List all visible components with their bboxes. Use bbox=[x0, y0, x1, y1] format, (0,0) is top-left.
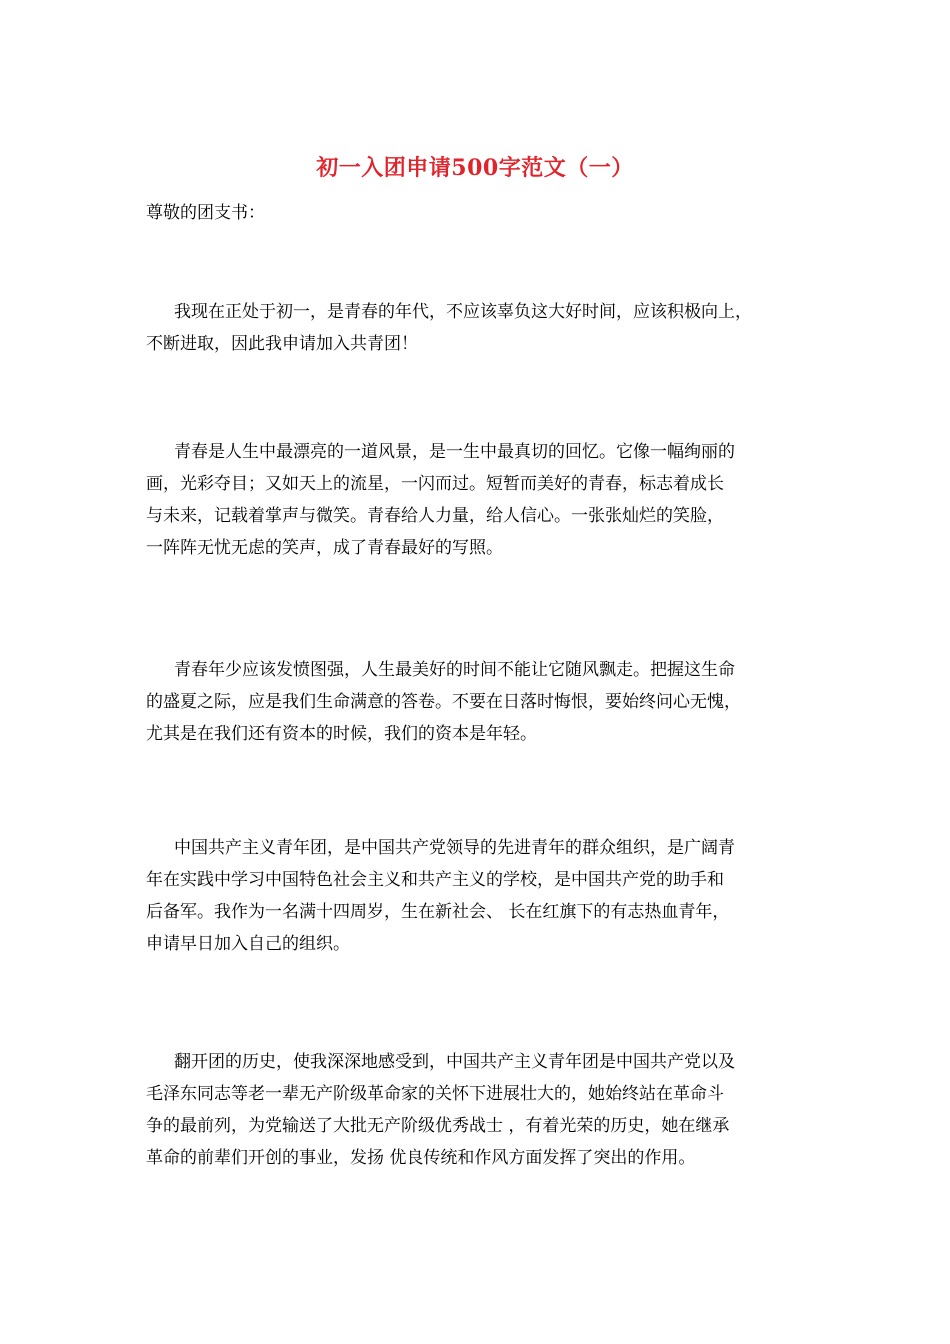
paragraph-4 bbox=[146, 832, 826, 960]
paragraph-line: 与未来，记载着掌声与微笑。青春给人力量，给人信心。一张张灿烂的笑脸， bbox=[146, 506, 724, 526]
paragraph-2 bbox=[146, 436, 826, 564]
paragraph-line: 争的最前列，为党输送了大批无产阶级优秀战士 ，有着光荣的历史，她在继承 bbox=[146, 1116, 730, 1136]
paragraph-line: 革命的前辈们开创的事业，发扬 优良传统和作风方面发挥了突出的作用。 bbox=[146, 1148, 696, 1168]
paragraph-3 bbox=[146, 654, 826, 750]
paragraph-line: 画，光彩夺目；又如天上的流星，一闪而过。短暂而美好的青春，标志着成长 bbox=[146, 474, 724, 494]
paragraph-line: 的盛夏之际，应是我们生命满意的答卷。不要在日落时悔恨，要始终问心无愧， bbox=[146, 692, 741, 712]
paragraph-line: 年在实践中学习中国特色社会主义和共产主义的学校，是中国共产党的助手和 bbox=[146, 870, 724, 890]
paragraph-line: 毛泽东同志等老一辈无产阶级革命家的关怀下进展壮大的，她始终站在革命斗 bbox=[146, 1084, 724, 1104]
paragraph-line: 尤其是在我们还有资本的时候，我们的资本是年轻。 bbox=[146, 724, 537, 744]
paragraph-1 bbox=[146, 296, 826, 360]
paragraph-line: 不断进取，因此我申请加入共青团！ bbox=[146, 334, 418, 354]
paragraph-line: 青春年少应该发愤图强，人生最美好的时间不能让它随风飘走。把握这生命 bbox=[174, 660, 735, 680]
page-title: 初一入团申请500字范文（一） bbox=[316, 155, 634, 181]
paragraph-line: 后备军。我作为一名满十四周岁，生在新社会、 长在红旗下的有志热血青年， bbox=[146, 902, 730, 922]
paragraph-5 bbox=[146, 1046, 826, 1174]
paragraph-line: 我现在正处于初一，是青春的年代，不应该辜负这大好时间，应该积极向上， bbox=[174, 302, 752, 322]
paragraph-line: 一阵阵无忧无虑的笑声，成了青春最好的写照。 bbox=[146, 538, 503, 558]
paragraph-line: 翻开团的历史，使我深深地感受到，中国共产主义青年团是中国共产党以及 bbox=[174, 1052, 735, 1072]
salutation: 尊敬的团支书： bbox=[146, 203, 265, 223]
paragraph-line: 青春是人生中最漂亮的一道风景，是一生中最真切的回忆。它像一幅绚丽的 bbox=[174, 442, 735, 462]
paragraph-line: 中国共产主义青年团，是中国共产党领导的先进青年的群众组织，是广阔青 bbox=[174, 838, 735, 858]
paragraph-line: 申请早日加入自己的组织。 bbox=[146, 934, 350, 954]
